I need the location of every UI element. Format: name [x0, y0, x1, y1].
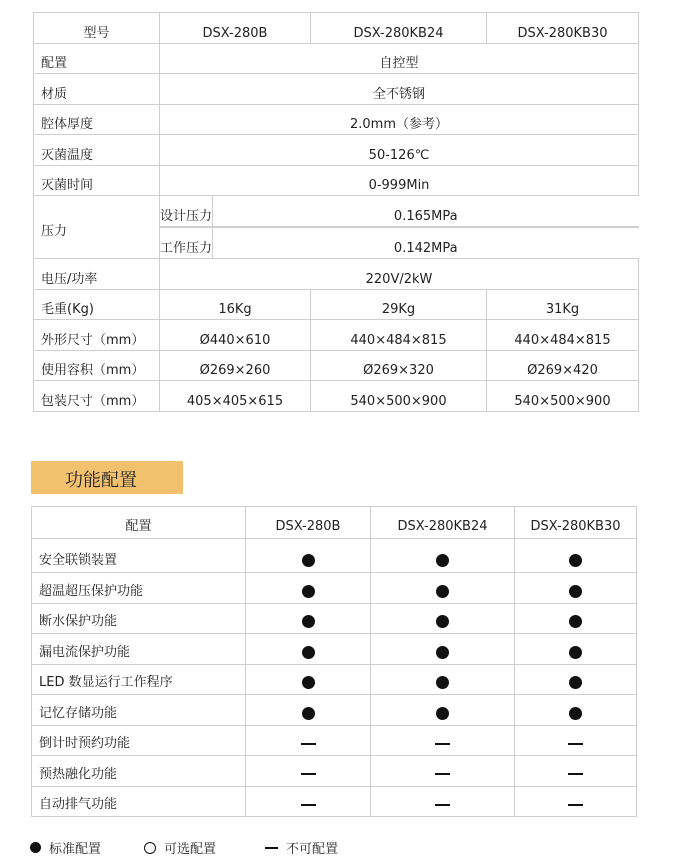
- standard-mark-icon: [371, 603, 515, 634]
- time-label: 灭菌时间: [34, 165, 160, 196]
- power-value: 220V/2kW: [160, 259, 639, 290]
- not-available-mark-icon: [515, 725, 637, 756]
- feature-header-model-3: DSX-280KB30: [515, 507, 637, 539]
- standard-mark-icon: [246, 603, 371, 634]
- feature-row: [32, 634, 637, 665]
- pressure-label: 压力: [41, 223, 68, 239]
- feature-row: [32, 603, 637, 634]
- legend-optional-label: 可选配置: [164, 842, 217, 857]
- spec-row-design-pressure: [34, 196, 639, 228]
- feature-label: 预热融化功能: [32, 756, 246, 787]
- package-value-2: 540×500×900: [311, 381, 487, 412]
- outer-value-1: Ø440×610: [160, 320, 311, 351]
- outer-label: 外形尺寸（mm）: [34, 320, 160, 351]
- not-available-mark-icon: [246, 725, 371, 756]
- section-title: 功能配置: [65, 470, 137, 491]
- feature-label: 记忆存储功能: [32, 695, 246, 726]
- legend-optional: [144, 838, 216, 857]
- feature-table: [31, 506, 637, 817]
- spec-row-package: [34, 381, 639, 412]
- spec-row-temperature: [34, 135, 639, 166]
- not-available-mark-icon: [246, 756, 371, 787]
- not-available-mark-icon: [371, 756, 515, 787]
- feature-row: [32, 756, 637, 787]
- standard-mark-icon: [371, 695, 515, 726]
- outer-value-3: 440×484×815: [487, 320, 639, 351]
- feature-row: [32, 786, 637, 817]
- spec-row-thickness: [34, 104, 639, 135]
- standard-mark-icon: [371, 539, 515, 573]
- header-model-1: DSX-280B: [160, 13, 311, 44]
- not-available-mark-icon: [246, 786, 371, 817]
- feature-label: 超温超压保护功能: [32, 573, 246, 604]
- feature-label: 断水保护功能: [32, 603, 246, 634]
- standard-mark-icon: [515, 634, 637, 665]
- not-available-mark-icon: [371, 786, 515, 817]
- standard-mark-icon: [246, 634, 371, 665]
- material-value: 全不锈钢: [160, 74, 639, 105]
- header-model: 型号: [34, 13, 160, 44]
- standard-mark-icon: [371, 664, 515, 695]
- feature-row: [32, 664, 637, 695]
- design-pressure-label: 设计压力: [160, 196, 213, 227]
- not-available-mark-icon: [371, 725, 515, 756]
- config-value: 自控型: [160, 43, 639, 74]
- time-value: 0-999Min: [160, 165, 639, 196]
- power-label: 电压/功率: [34, 259, 160, 290]
- section-header: [31, 461, 183, 494]
- feature-header-row: [32, 507, 637, 539]
- config-label: 配置: [34, 43, 160, 74]
- standard-mark-icon: [515, 603, 637, 634]
- spec-row-time: [34, 165, 639, 196]
- feature-label: 倒计时预约功能: [32, 725, 246, 756]
- volume-value-2: Ø269×320: [311, 350, 487, 381]
- weight-value-3: 31Kg: [487, 289, 639, 320]
- feature-row: [32, 573, 637, 604]
- work-pressure-value: 0.142MPa: [213, 228, 639, 259]
- weight-value-1: 16Kg: [160, 289, 311, 320]
- spec-row-weight: [34, 289, 639, 320]
- standard-mark-icon: [246, 573, 371, 604]
- weight-label: 毛重(Kg): [34, 289, 160, 320]
- standard-mark-icon: [371, 634, 515, 665]
- standard-mark-icon: [246, 539, 371, 573]
- package-value-1: 405×405×615: [160, 381, 311, 412]
- not-available-mark-icon: [515, 786, 637, 817]
- legend-none: [265, 838, 338, 857]
- spec-row-material: [34, 74, 639, 105]
- legend-standard: [30, 838, 101, 857]
- spec-row-power: [34, 259, 639, 290]
- outer-value-2: 440×484×815: [311, 320, 487, 351]
- dash-icon: [265, 847, 278, 849]
- spec-row-config: [34, 43, 639, 74]
- feature-row: [32, 725, 637, 756]
- design-pressure-value: 0.165MPa: [213, 196, 639, 227]
- volume-value-1: Ø269×260: [160, 350, 311, 381]
- thickness-value: 2.0mm（参考）: [160, 104, 639, 135]
- standard-mark-icon: [371, 573, 515, 604]
- spec-row-volume: [34, 350, 639, 381]
- feature-row: [32, 695, 637, 726]
- not-available-mark-icon: [515, 756, 637, 787]
- standard-mark-icon: [246, 664, 371, 695]
- thickness-label: 腔体厚度: [34, 104, 160, 135]
- weight-value-2: 29Kg: [311, 289, 487, 320]
- material-label: 材质: [34, 74, 160, 105]
- work-pressure-label: 工作压力: [160, 228, 213, 259]
- feature-label: 安全联锁装置: [32, 539, 246, 573]
- filled-circle-icon: [30, 842, 41, 853]
- feature-header-model-2: DSX-280KB24: [371, 507, 515, 539]
- spec-header-row: [34, 13, 639, 44]
- package-label: 包装尺寸（mm）: [34, 381, 160, 412]
- temperature-value: 50-126℃: [160, 135, 639, 166]
- feature-label: 漏电流保护功能: [32, 634, 246, 665]
- standard-mark-icon: [515, 664, 637, 695]
- standard-mark-icon: [515, 573, 637, 604]
- header-model-3: DSX-280KB30: [487, 13, 639, 44]
- standard-mark-icon: [515, 539, 637, 573]
- volume-value-3: Ø269×420: [487, 350, 639, 381]
- header-model-2: DSX-280KB24: [311, 13, 487, 44]
- feature-label: 自动排气功能: [32, 786, 246, 817]
- feature-row: [32, 539, 637, 573]
- temperature-label: 灭菌温度: [34, 135, 160, 166]
- empty-circle-icon: [144, 842, 156, 854]
- spec-table: [33, 12, 639, 412]
- feature-header-config: 配置: [32, 507, 246, 539]
- spec-row-outer: [34, 320, 639, 351]
- feature-header-model-1: DSX-280B: [246, 507, 371, 539]
- feature-label: LED 数显运行工作程序: [32, 664, 246, 695]
- volume-label: 使用容积（mm）: [34, 350, 160, 381]
- standard-mark-icon: [515, 695, 637, 726]
- standard-mark-icon: [246, 695, 371, 726]
- legend-none-label: 不可配置: [286, 842, 339, 857]
- package-value-3: 540×500×900: [487, 381, 639, 412]
- legend-standard-label: 标准配置: [49, 842, 102, 857]
